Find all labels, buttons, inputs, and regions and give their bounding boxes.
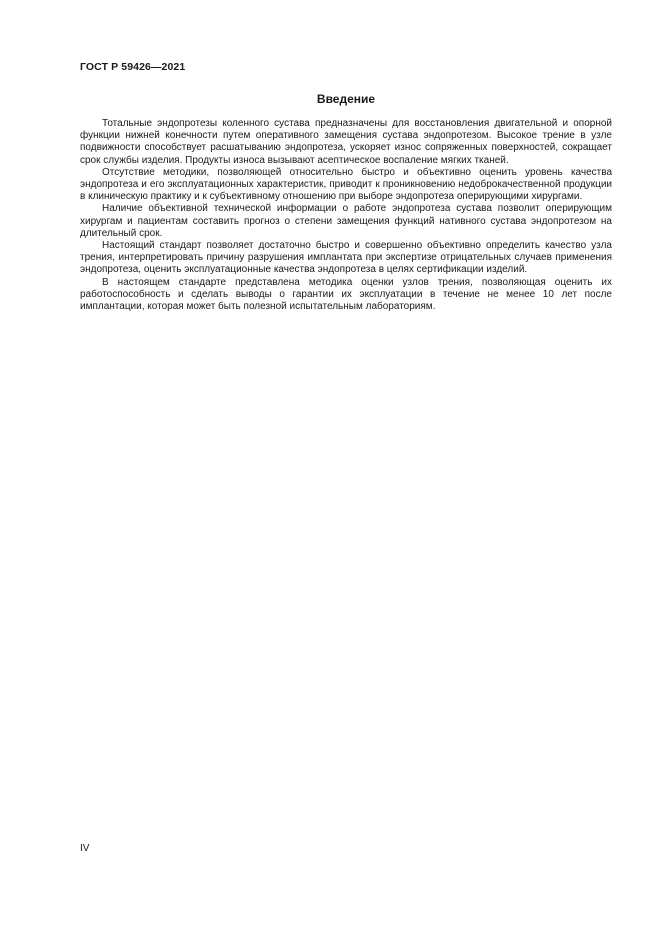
standard-id-header: ГОСТ Р 59426—2021 [80,61,186,73]
paragraph-4: Настоящий стандарт позволяет достаточно быстро и совершенно объективно определить качество узла трения, интерпретировать причину разрушения имплантата при экспертизе отрицательных случаев применения эндопротеза, оценить эксплуатационные качества эндопротеза в целях сертификации изделий. [80,240,612,276]
paragraph-5: В настоящем стандарте представлена методика оценки узлов трения, позволяющая оценить их работоспособность и сделать выводы о гарантии их эксплуатации в течение не менее 10 лет после имплантации, которая может быть полезной испытательным лабораториям. [80,276,612,313]
paragraph-2: Отсутствие методики, позволяющей относительно быстро и объективно оценить уровень качества эндопротеза и его эксплуатационных характеристик, приводит к проникновению недоброкачественной продукции в клиническую практику и к субъективному отношению при выборе эндопротеза оперирующими хирургами. [80,166,612,203]
page-number: IV [80,843,90,854]
paragraph-3: Наличие объективной технической информации о работе эндопротеза сустава позволит оперирующим хирургам и пациентам составить прогноз о степени замещения функций нативного сустава эндопротезом на длительный срок. [80,203,612,239]
introduction-body [80,118,612,313]
paragraph-1: Тотальные эндопротезы коленного сустава предназначены для восстановления двигательной и опорной функции нижней конечности путем оперативного замещения сустава эндопротезом. Высокое трение в узле подвижности способствует расшатыванию эндопротеза, ускоряет износ сопряженных поверхностей, сокращает срок службы изделия. Продукты износа вызывают асептическое воспаление мягких тканей. [80,118,612,166]
section-title: Введение [316,92,376,106]
